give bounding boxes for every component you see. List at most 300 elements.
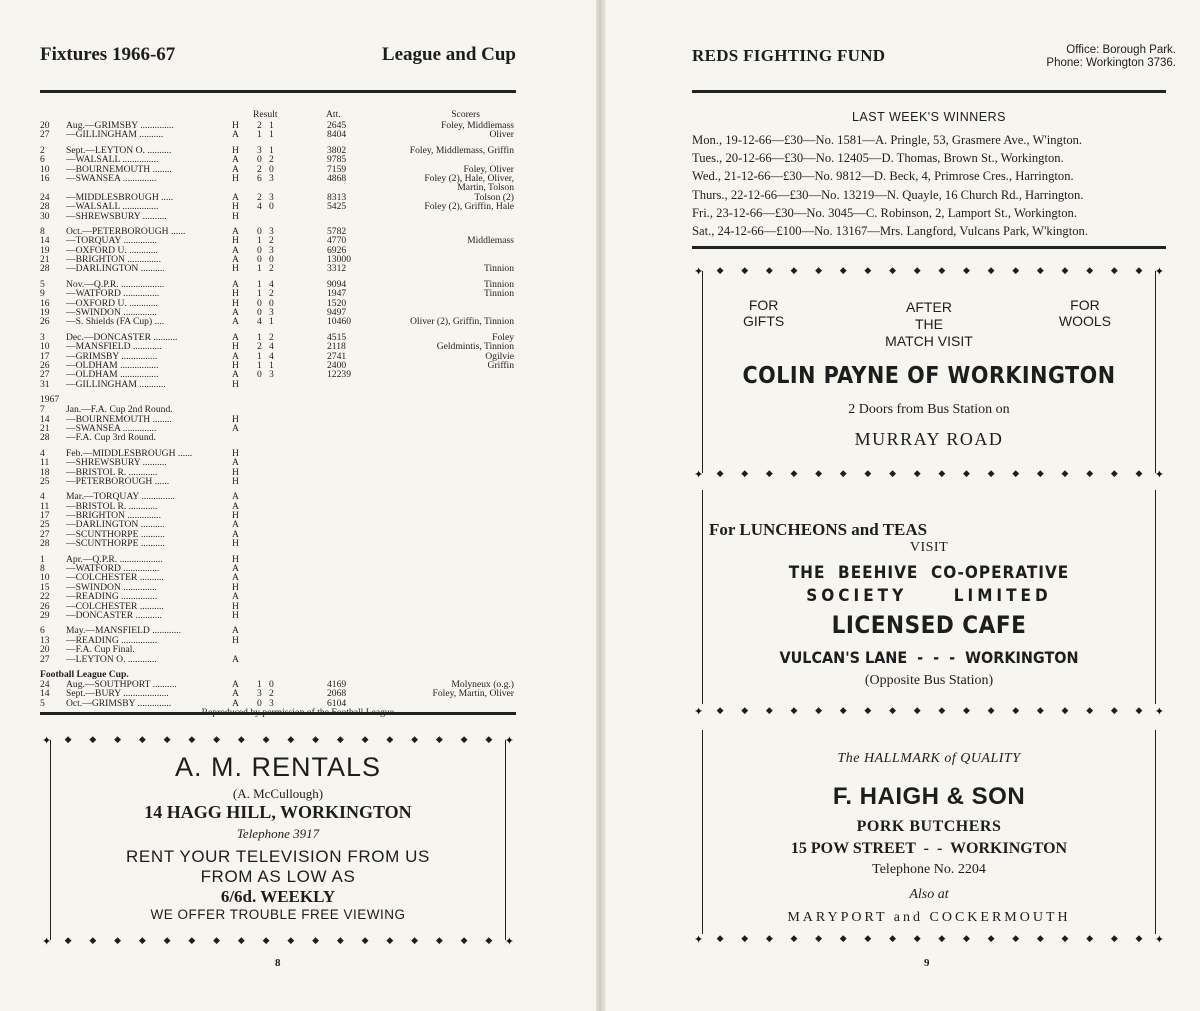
header-rule	[40, 90, 516, 93]
ad-top-rule	[40, 712, 516, 715]
fixture-date: 5	[40, 278, 45, 290]
fixture-result: 0 3	[257, 244, 274, 256]
fixture-opponent: —GILLINGHAM ...........	[66, 378, 166, 390]
fixture-date: 28	[40, 432, 50, 444]
fixture-opponent: Nov.—Q.P.R. ..................	[66, 278, 165, 290]
fixture-row	[40, 477, 518, 486]
league-cup-title: League and Cup	[381, 44, 516, 65]
fixture-opponent: —SWINDON ..............	[66, 307, 157, 319]
page-8	[0, 0, 596, 1011]
fixture-attendance: 4169	[327, 678, 347, 690]
fixture-opponent: —MANSFIELD ............	[66, 341, 162, 353]
ornament-border-bottom: ✦ ◆ ◆ ◆ ◆ ◆ ◆ ◆ ◆ ◆ ◆ ◆ ◆ ◆ ◆ ◆ ◆ ◆ ◆ ✦	[42, 934, 514, 948]
fixture-result: 1 1	[257, 129, 274, 141]
towns: MARYPORT and COCKERMOUTH	[787, 910, 1071, 925]
fixture-opponent: —SWANSEA ..............	[66, 422, 157, 434]
winners-title: LAST WEEK'S WINNERS	[851, 110, 1007, 124]
fixture-result: 1 4	[257, 278, 274, 290]
winner-entry: Tues., 20-12-66—£30—No. 12405—D. Thomas, Brown St., Workington.	[692, 151, 1064, 166]
winner-entry: Wed., 21-12-66—£30—No. 9812—D. Beck, 4, Primrose Cres., Harrington.	[692, 169, 1074, 184]
fixture-scorers: Tinnion	[483, 278, 514, 290]
fixture-date: 11	[40, 500, 50, 512]
fixture-opponent: —SWINDON ..............	[66, 581, 157, 593]
ornament-border: ✦ ◆ ◆ ◆ ◆ ◆ ◆ ◆ ◆ ◆ ◆ ◆ ◆ ◆ ◆ ◆ ◆ ◆ ◆ ✦	[694, 467, 1164, 481]
haigh-ad	[702, 730, 1156, 934]
fixture-row	[40, 317, 518, 326]
fixture-date: 19	[40, 307, 50, 319]
fixture-venue: H	[232, 600, 239, 612]
fixture-date: 11	[40, 457, 50, 469]
fixture-scorers: Geldmintis, Tinnion	[436, 341, 514, 353]
fixture-scorers: Molyneux (o.g.)	[451, 678, 514, 690]
fixture-opponent: —OXFORD U. ............	[66, 244, 158, 256]
fixture-date: 28	[40, 538, 50, 550]
rentals-line3: WE OFFER TROUBLE FREE VIEWING	[150, 907, 406, 922]
result-header: Result	[253, 109, 278, 120]
fixture-date: 28	[40, 201, 50, 213]
fixture-venue: H	[232, 510, 239, 522]
office-address: Office: Borough Park.	[1066, 44, 1176, 56]
fixture-opponent: Sept.—BURY ...................	[66, 688, 169, 700]
fixture-venue: A	[232, 500, 239, 512]
fixture-attendance: 2068	[327, 688, 347, 700]
fixture-date: 16	[40, 172, 50, 184]
att-header: Att.	[326, 109, 341, 120]
winner-entry: Thurs., 22-12-66—£30—No. 13219—N. Quayle, 16 Church Rd., Harrington.	[692, 187, 1084, 202]
fixture-opponent: —PETERBOROUGH ......	[66, 475, 170, 487]
fixture-scorers: Foley, Middlemass	[441, 120, 514, 131]
fixture-venue: A	[232, 163, 239, 175]
ornament-border: ✦ ◆ ◆ ◆ ◆ ◆ ◆ ◆ ◆ ◆ ◆ ◆ ◆ ◆ ◆ ◆ ◆ ◆ ◆ ✦	[694, 264, 1164, 278]
page-number: 8	[275, 957, 281, 969]
fixture-opponent: —OLDHAM ................	[66, 359, 159, 371]
fixture-attendance: 2645	[327, 120, 347, 131]
fixture-attendance: 6926	[327, 244, 347, 256]
fixture-date: 14	[40, 413, 50, 425]
colin-payne-ad	[702, 271, 1156, 473]
fixture-opponent: Feb.—MIDDLESBROUGH ......	[66, 447, 193, 459]
fixture-venue: A	[232, 316, 239, 328]
fixture-attendance: 12239	[327, 369, 351, 381]
pork-butchers: PORK BUTCHERS	[856, 818, 1002, 835]
fixture-result: 2 3	[257, 191, 274, 203]
rentals-address: 14 HAGG HILL, WORKINGTON	[144, 802, 412, 822]
fixture-venue: A	[232, 678, 239, 690]
fixture-row	[40, 212, 518, 221]
fixture-date: 14	[40, 235, 50, 247]
fixture-venue: H	[232, 609, 239, 621]
fixture-date: 30	[40, 210, 50, 222]
beehive-ad	[702, 490, 1156, 704]
fixture-opponent: —SCUNTHORPE ..........	[66, 528, 165, 540]
fixture-attendance: 4868	[327, 172, 347, 184]
colin-payne-name: COLIN PAYNE OF WORKINGTON	[742, 363, 1116, 389]
fixture-attendance: 9094	[327, 278, 347, 290]
ornament-border-top: ✦ ◆ ◆ ◆ ◆ ◆ ◆ ◆ ◆ ◆ ◆ ◆ ◆ ◆ ◆ ◆ ◆ ◆ ◆ ✦	[42, 733, 514, 747]
fixture-row	[40, 174, 518, 183]
society-limited: SOCIETY LIMITED	[806, 586, 1052, 606]
fixture-opponent: —SWANSEA ..............	[66, 172, 157, 184]
fixture-result: 2 0	[257, 163, 274, 175]
fixture-row	[40, 130, 518, 139]
fixture-result: 1 1	[257, 359, 274, 371]
fixture-venue: A	[232, 191, 239, 203]
fixture-opponent: —OXFORD U. ............	[66, 297, 158, 309]
fixture-opponent: —DONCASTER ...........	[66, 609, 162, 621]
fixture-scorers: Ogilvie	[485, 350, 514, 362]
murray-road: MURRAY ROAD	[854, 429, 1004, 449]
fixture-date: 24	[40, 191, 50, 203]
fixture-date: 14	[40, 688, 50, 700]
league-cup-fixtures	[40, 680, 518, 708]
fixture-result: 4 1	[257, 316, 274, 328]
fixture-result: 2 4	[257, 341, 274, 353]
fixture-attendance: 10460	[327, 316, 351, 328]
fixture-attendance: 5782	[327, 225, 347, 237]
fixture-attendance: 9785	[327, 154, 347, 166]
fixture-opponent: —BOURNEMOUTH ........	[66, 413, 172, 425]
fixture-scorers: Martin, Tolson	[457, 182, 514, 194]
fixture-date: 10	[40, 572, 50, 584]
haigh-name: F. HAIGH & SON	[832, 783, 1026, 810]
winners-list	[692, 131, 1166, 240]
fixture-date: 16	[40, 297, 50, 309]
fixture-attendance: 1947	[327, 288, 347, 300]
fixture-attendance: 2400	[327, 359, 347, 371]
fixture-date: 29	[40, 609, 50, 621]
fixture-date: 17	[40, 350, 50, 362]
rentals-name: A. M. RENTALS	[174, 752, 382, 782]
fixture-date: 26	[40, 316, 50, 328]
fixture-venue: A	[232, 457, 239, 469]
fixture-scorers: Griffin	[487, 359, 514, 371]
fixture-venue: A	[232, 244, 239, 256]
fixture-result: 0 0	[257, 297, 274, 309]
fixture-opponent: —SCUNTHORPE ..........	[66, 538, 165, 550]
fixture-date: 28	[40, 263, 50, 275]
fixture-opponent: —SHREWSBURY ..........	[66, 457, 167, 469]
fixture-opponent: —BRIGHTON ..............	[66, 510, 161, 522]
fixture-venue: H	[232, 553, 239, 565]
fixture-opponent: —BRISTOL R. ............	[66, 466, 158, 478]
fixture-scorers: Tinnion	[483, 263, 514, 275]
fixture-opponent: Oct.—GRIMSBY ..............	[66, 697, 172, 709]
rentals-line1: RENT YOUR TELEVISION FROM US	[126, 847, 430, 866]
fixture-opponent: Aug.—GRIMSBY ..............	[66, 120, 174, 131]
page-9	[606, 0, 1200, 1011]
fixture-scorers: Foley (2), Griffin, Hale	[424, 201, 514, 213]
fixture-date: 9	[40, 288, 45, 300]
league-cup-heading: Football League Cup.	[40, 668, 129, 680]
vulcans-lane: VULCAN'S LANE - - - WORKINGTON	[779, 648, 1079, 667]
fixture-venue: A	[232, 563, 239, 575]
fixture-venue: H	[232, 413, 239, 425]
pow-street: 15 POW STREET - - WORKINGTON	[790, 840, 1068, 857]
fixture-attendance: 8404	[327, 129, 347, 141]
fixture-result: 1 2	[257, 331, 274, 343]
fixture-row	[40, 539, 518, 548]
fixture-venue: H	[232, 466, 239, 478]
fixture-scorers: Foley	[492, 331, 514, 343]
fixture-opponent: Aug.—SOUTHPORT ..........	[66, 678, 177, 690]
fixture-date: 20	[40, 644, 50, 656]
licensed-cafe: LICENSED CAFE	[831, 611, 1027, 639]
fixture-row	[40, 380, 518, 389]
fixture-date: 6	[40, 625, 45, 637]
fixture-scorers: Oliver	[489, 129, 514, 141]
fixture-venue: H	[232, 235, 239, 247]
fixture-result: 0 3	[257, 369, 274, 381]
fixture-venue: A	[232, 254, 239, 266]
fixture-result: 0 3	[257, 225, 274, 237]
fixture-result: 1 4	[257, 350, 274, 362]
after-match: AFTER THE MATCH VISIT	[885, 299, 973, 349]
fixture-scorers: Foley, Martin, Oliver	[432, 688, 514, 700]
office-phone: Phone: Workington 3736.	[1046, 57, 1176, 69]
fixture-date: 21	[40, 422, 50, 434]
fixture-opponent: Sept.—LEYTON O. ..........	[66, 144, 172, 156]
fixture-date: 7	[40, 404, 45, 416]
fixture-opponent: —OLDHAM ................	[66, 369, 159, 381]
fixture-date: 6	[40, 154, 45, 166]
fixture-venue: A	[232, 422, 239, 434]
fixture-result: 0 2	[257, 154, 274, 166]
fixture-attendance: 2741	[327, 350, 347, 362]
also-at: Also at	[909, 887, 949, 902]
fixture-date: 5	[40, 697, 45, 709]
fixture-opponent: —LEYTON O. ............	[66, 653, 157, 665]
fixtures-1966	[40, 121, 518, 389]
fixture-venue: H	[232, 210, 239, 222]
fixture-opponent: —COLCHESTER ..........	[66, 572, 164, 584]
for-wools: FOR WOOLS	[1058, 297, 1111, 329]
fixture-venue: H	[232, 120, 239, 131]
fixture-date: 31	[40, 378, 50, 390]
fixture-opponent: —GRIMSBY ...............	[66, 350, 158, 362]
fixture-scorers: Tolson (2)	[474, 191, 514, 203]
fixture-row	[40, 433, 518, 442]
fixture-date: 26	[40, 359, 50, 371]
fixture-result: 1 2	[257, 263, 274, 275]
fixture-date: 13	[40, 634, 50, 646]
fixture-date: 27	[40, 528, 50, 540]
fixture-result: 1 2	[257, 235, 274, 247]
fixture-date: 20	[40, 120, 50, 131]
fixture-venue: H	[232, 288, 239, 300]
fixture-result: 0 0	[257, 254, 274, 266]
fixture-date: 27	[40, 653, 50, 665]
fixture-venue: A	[232, 697, 239, 709]
fixture-opponent: Apr.—Q.P.R. ..................	[66, 553, 163, 565]
fixtures-table	[40, 110, 518, 720]
scorers-header: Scorers	[451, 109, 480, 120]
opposite-bus-station: (Opposite Bus Station)	[864, 673, 994, 688]
fixture-date: 8	[40, 563, 45, 575]
fixture-opponent: —DARLINGTON ..........	[66, 263, 165, 275]
fixture-venue: A	[232, 491, 239, 503]
fixture-date: 1	[40, 553, 45, 565]
fixture-attendance: 5425	[327, 201, 347, 213]
fixture-venue: A	[232, 572, 239, 584]
fixture-opponent: —SHREWSBURY ..........	[66, 210, 167, 222]
fixture-scorers: Foley (2), Hale, Oliver,	[424, 172, 514, 184]
rentals-owner: (A. McCullough)	[232, 786, 324, 801]
bus-station-line: 2 Doors from Bus Station on	[848, 402, 1010, 417]
fixture-opponent: May.—MANSFIELD ............	[66, 625, 182, 637]
fixture-date: 18	[40, 466, 50, 478]
fixture-venue: H	[232, 447, 239, 459]
fixture-scorers: Oliver (2), Griffin, Tinnion	[409, 316, 514, 328]
fixture-scorers: Foley, Middlemass, Griffin	[409, 144, 514, 156]
fixture-opponent: Dec.—DONCASTER ..........	[66, 331, 178, 343]
fixture-venue: H	[232, 538, 239, 550]
page-number: 9	[924, 957, 930, 969]
fixture-opponent: —GILLINGHAM ..........	[66, 129, 164, 141]
fixture-venue: A	[232, 307, 239, 319]
visit-line: VISIT	[909, 540, 949, 555]
fund-rule	[692, 90, 1166, 93]
fixture-opponent: —BRIGHTON ..............	[66, 254, 161, 266]
rentals-line2: FROM AS LOW AS	[200, 867, 356, 886]
fixture-date: 4	[40, 447, 45, 459]
fixture-venue: A	[232, 350, 239, 362]
beehive-coop: THE BEEHIVE CO-OPERATIVE	[788, 563, 1070, 583]
fixture-result: 2 1	[257, 120, 274, 131]
fixture-date: 8	[40, 225, 45, 237]
fixture-attendance: 9497	[327, 307, 347, 319]
fixture-venue: A	[232, 519, 239, 531]
fixture-date: 10	[40, 163, 50, 175]
fixture-attendance: 4770	[327, 235, 347, 247]
fixture-opponent: —F.A. Cup 3rd Round.	[66, 432, 156, 444]
fixture-opponent: —WALSALL ...............	[66, 201, 159, 213]
fixture-date: 25	[40, 519, 50, 531]
fixture-row	[40, 264, 518, 273]
fixture-venue: H	[232, 634, 239, 646]
fixture-opponent: —WATFORD ...............	[66, 288, 160, 300]
fixture-date: 15	[40, 581, 50, 593]
fixture-venue: A	[232, 591, 239, 603]
fixture-scorers: Middlemass	[467, 235, 514, 247]
fixture-result: 3 2	[257, 688, 274, 700]
fixture-venue: H	[232, 144, 239, 156]
fixture-venue: H	[232, 172, 239, 184]
fixture-venue: H	[232, 581, 239, 593]
fixture-opponent: —S. Shields (FA Cup) ....	[66, 316, 165, 328]
fixtures-title: Fixtures 1966-67	[40, 44, 176, 65]
fixture-venue: A	[232, 225, 239, 237]
fixture-result: 4 0	[257, 201, 274, 213]
fixture-opponent: —DARLINGTON ..........	[66, 519, 165, 531]
fixture-date: 19	[40, 244, 50, 256]
ornament-border: ✦ ◆ ◆ ◆ ◆ ◆ ◆ ◆ ◆ ◆ ◆ ◆ ◆ ◆ ◆ ◆ ◆ ◆ ◆ ✦	[694, 704, 1164, 718]
fund-title: REDS FIGHTING FUND	[692, 46, 886, 65]
fixture-venue: H	[232, 263, 239, 275]
fixture-date: 21	[40, 254, 50, 266]
fixture-opponent: —F.A. Cup Final.	[66, 644, 135, 656]
fixture-attendance: 8313	[327, 191, 347, 203]
fixture-date: 26	[40, 600, 50, 612]
fixture-result: 0 3	[257, 307, 274, 319]
fixture-date: 27	[40, 129, 50, 141]
fixture-scorers: Tinnion	[483, 288, 514, 300]
fixture-date: 2	[40, 144, 45, 156]
fixture-attendance: 7159	[327, 163, 347, 175]
fixture-date: 25	[40, 475, 50, 487]
fixture-venue: H	[232, 201, 239, 213]
fixture-date: 17	[40, 510, 50, 522]
fixture-venue: A	[232, 154, 239, 166]
fixture-venue: A	[232, 625, 239, 637]
winner-entry: Sat., 24-12-66—£100—No. 13167—Mrs. Langford, Vulcans Park, W'kington.	[692, 224, 1088, 239]
fixture-venue: H	[232, 297, 239, 309]
winner-entry: Fri., 23-12-66—£30—No. 3045—C. Robinson, 2, Lamport St., Workington.	[692, 205, 1077, 220]
fixtures-1967	[40, 405, 518, 664]
fixture-result: 1 2	[257, 288, 274, 300]
haigh-phone: Telephone No. 2204	[872, 862, 986, 877]
fixture-date: 4	[40, 491, 45, 503]
fixture-opponent: —COLCHESTER ..........	[66, 600, 164, 612]
for-gifts: FOR GIFTS	[743, 297, 785, 329]
fixture-opponent: —READING ...............	[66, 634, 158, 646]
fixture-attendance: 3312	[327, 263, 347, 275]
fixture-venue: A	[232, 331, 239, 343]
fixture-result: 6 3	[257, 172, 274, 184]
fixture-opponent: —READING ...............	[66, 591, 158, 603]
fixture-opponent: —BRISTOL R. ............	[66, 500, 158, 512]
fixture-venue: A	[232, 129, 239, 141]
fixture-opponent: Oct.—PETERBOROUGH ......	[66, 225, 186, 237]
fixture-row	[40, 655, 518, 664]
fixture-opponent: Mar.—TORQUAY ..............	[66, 491, 175, 503]
rentals-ad	[50, 740, 506, 940]
rentals-phone: Telephone 3917	[236, 826, 320, 841]
winner-entry: Mon., 19-12-66—£30—No. 1581—A. Pringle, 53, Grasmere Ave., W'ington.	[692, 133, 1083, 147]
fixture-opponent: —TORQUAY ..............	[66, 235, 158, 247]
fixture-venue: H	[232, 359, 239, 371]
rentals-price: 6/6d. WEEKLY	[220, 887, 336, 906]
fixture-attendance: 1520	[327, 297, 347, 309]
fixture-venue: A	[232, 278, 239, 290]
fixture-opponent: —WALSALL ...............	[66, 154, 159, 166]
fixture-date: 10	[40, 341, 50, 353]
hallmark-line: The HALLMARK of QUALITY	[837, 751, 1021, 766]
fixture-result: 0 3	[257, 697, 274, 709]
fixture-opponent: —BOURNEMOUTH ........	[66, 163, 172, 175]
fixture-opponent: Jan.—F.A. Cup 2nd Round.	[66, 404, 173, 416]
ornament-border: ✦ ◆ ◆ ◆ ◆ ◆ ◆ ◆ ◆ ◆ ◆ ◆ ◆ ◆ ◆ ◆ ◆ ◆ ◆ ✦	[694, 932, 1164, 946]
fixture-attendance: 2118	[327, 341, 346, 353]
fixture-opponent: —WATFORD ...............	[66, 563, 160, 575]
fixture-venue: A	[232, 369, 239, 381]
fixture-result: 3 1	[257, 144, 274, 156]
fixture-venue: A	[232, 528, 239, 540]
fixture-attendance: 4515	[327, 331, 347, 343]
winners-rule	[692, 246, 1166, 249]
fixture-date: 27	[40, 369, 50, 381]
fixture-row	[40, 611, 518, 620]
fixture-date: 3	[40, 331, 45, 343]
luncheons-line: For LUNCHEONS and TEAS	[709, 520, 928, 539]
fixture-opponent: —MIDDLESBROUGH .....	[66, 191, 174, 203]
fixture-scorers: Foley, Oliver	[463, 163, 514, 175]
year-1967: 1967	[40, 394, 60, 406]
fixture-attendance: 6104	[327, 697, 347, 709]
fixture-date: 22	[40, 591, 50, 603]
spine	[596, 0, 606, 1011]
fixture-venue: H	[232, 378, 239, 390]
fixture-venue: H	[232, 341, 239, 353]
